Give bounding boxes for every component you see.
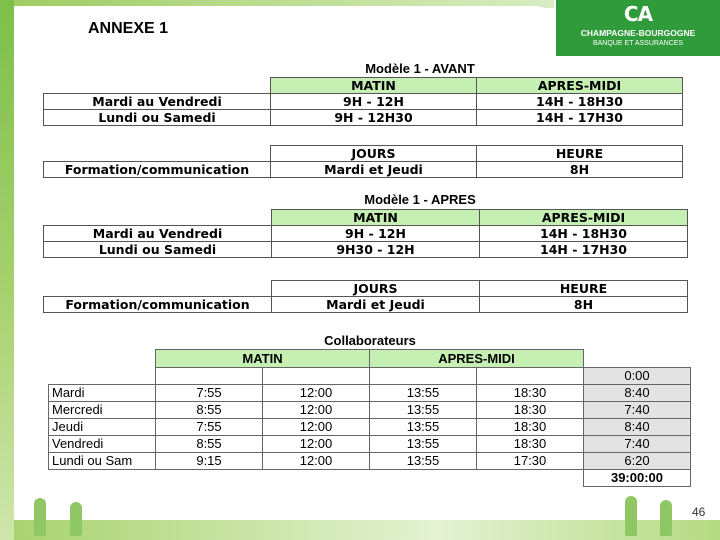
time-cell: 9:15 <box>156 453 263 470</box>
logo-name: CHAMPAGNE-BOURGOGNE <box>580 28 696 38</box>
heure-cell: 8H <box>480 297 688 313</box>
day-label: Lundi ou Sam <box>49 453 156 470</box>
time-cell: 13:55 <box>370 419 477 436</box>
avant-title: Modèle 1 - AVANT <box>365 61 475 76</box>
logo-mark: CA <box>623 2 653 26</box>
jours-cell: Mardi et Jeudi <box>271 162 477 178</box>
table-row <box>44 110 683 126</box>
time-cell: 18:30 <box>477 436 584 453</box>
time-cell: 13:55 <box>370 402 477 419</box>
column-header-apres-midi: APRES-MIDI <box>480 210 688 226</box>
logo-tagline: BANQUE ET ASSURANCES <box>592 40 684 47</box>
row-label: Formation/communication <box>44 297 272 313</box>
row-label: Mardi au Vendredi <box>44 94 271 110</box>
column-header-matin: MATIN <box>156 350 370 368</box>
row-label: Lundi ou Samedi <box>44 242 272 258</box>
time-cell: 17:30 <box>477 453 584 470</box>
table-header-row <box>44 78 683 94</box>
total-cell: 0:00 <box>584 368 691 385</box>
matin-cell: 9H - 12H30 <box>271 110 477 126</box>
column-header-jours: JOURS <box>271 146 477 162</box>
time-cell: 18:30 <box>477 419 584 436</box>
left-decor-band <box>0 0 14 540</box>
table-row <box>44 242 688 258</box>
person-silhouette-icon <box>34 498 46 536</box>
table-row <box>49 385 691 402</box>
table-row <box>49 453 691 470</box>
column-header-heure: HEURE <box>480 281 688 297</box>
time-cell: 13:55 <box>370 385 477 402</box>
time-cell: 13:55 <box>370 436 477 453</box>
time-cell: 12:00 <box>263 419 370 436</box>
apres-midi-cell: 14H - 17H30 <box>477 110 683 126</box>
row-label: Lundi ou Samedi <box>44 110 271 126</box>
apres-title: Modèle 1 - APRES <box>364 192 476 207</box>
table-header-row <box>44 146 683 162</box>
matin-cell: 9H - 12H <box>271 94 477 110</box>
row-label: Formation/communication <box>44 162 271 178</box>
collaborateurs-table <box>48 349 691 487</box>
apres-midi-cell: 14H - 17H30 <box>480 242 688 258</box>
time-cell: 12:00 <box>263 385 370 402</box>
column-header-apres-midi: APRES-MIDI <box>370 350 584 368</box>
grand-total-cell: 39:00:00 <box>584 470 691 487</box>
brand-logo <box>556 0 720 56</box>
matin-cell: 9H30 - 12H <box>272 242 480 258</box>
day-label: Mercredi <box>49 402 156 419</box>
table-row <box>49 470 691 487</box>
table-row <box>49 402 691 419</box>
table-row <box>44 94 683 110</box>
apres-midi-cell: 14H - 18H30 <box>480 226 688 242</box>
total-cell: 8:40 <box>584 419 691 436</box>
matin-cell: 9H - 12H <box>272 226 480 242</box>
table-row <box>49 368 691 385</box>
column-header-matin: MATIN <box>272 210 480 226</box>
jours-cell: Mardi et Jeudi <box>272 297 480 313</box>
day-label: Vendredi <box>49 436 156 453</box>
time-cell: 7:55 <box>156 419 263 436</box>
table-row <box>49 419 691 436</box>
total-cell: 6:20 <box>584 453 691 470</box>
table-header-row <box>49 350 691 368</box>
person-silhouette-icon <box>70 502 82 536</box>
page-title: ANNEXE 1 <box>88 20 169 37</box>
apres-formation-table <box>43 280 688 313</box>
time-cell: 13:55 <box>370 453 477 470</box>
time-cell: 18:30 <box>477 402 584 419</box>
column-header-apres-midi: APRES-MIDI <box>477 78 683 94</box>
total-cell: 7:40 <box>584 436 691 453</box>
time-cell: 12:00 <box>263 402 370 419</box>
table-row <box>49 436 691 453</box>
table-row <box>44 297 688 313</box>
time-cell: 18:30 <box>477 385 584 402</box>
table-row <box>44 226 688 242</box>
row-label: Mardi au Vendredi <box>44 226 272 242</box>
column-header-heure: HEURE <box>477 146 683 162</box>
person-silhouette-icon <box>660 500 672 536</box>
time-cell: 7:55 <box>156 385 263 402</box>
table-header-row <box>44 281 688 297</box>
time-cell: 12:00 <box>263 436 370 453</box>
total-cell: 8:40 <box>584 385 691 402</box>
apres-schedule-table <box>43 209 688 258</box>
time-cell: 8:55 <box>156 402 263 419</box>
total-cell: 7:40 <box>584 402 691 419</box>
table-header-row <box>44 210 688 226</box>
day-label: Jeudi <box>49 419 156 436</box>
time-cell: 8:55 <box>156 436 263 453</box>
time-cell: 12:00 <box>263 453 370 470</box>
avant-formation-table <box>43 145 683 178</box>
collaborateurs-title: Collaborateurs <box>324 333 416 348</box>
apres-midi-cell: 14H - 18H30 <box>477 94 683 110</box>
table-row <box>44 162 683 178</box>
bottom-decor-band <box>14 520 720 540</box>
column-header-matin: MATIN <box>271 78 477 94</box>
column-header-jours: JOURS <box>272 281 480 297</box>
avant-schedule-table <box>43 77 683 126</box>
heure-cell: 8H <box>477 162 683 178</box>
day-label: Mardi <box>49 385 156 402</box>
page-number: 46 <box>692 505 706 519</box>
person-silhouette-icon <box>625 496 637 536</box>
